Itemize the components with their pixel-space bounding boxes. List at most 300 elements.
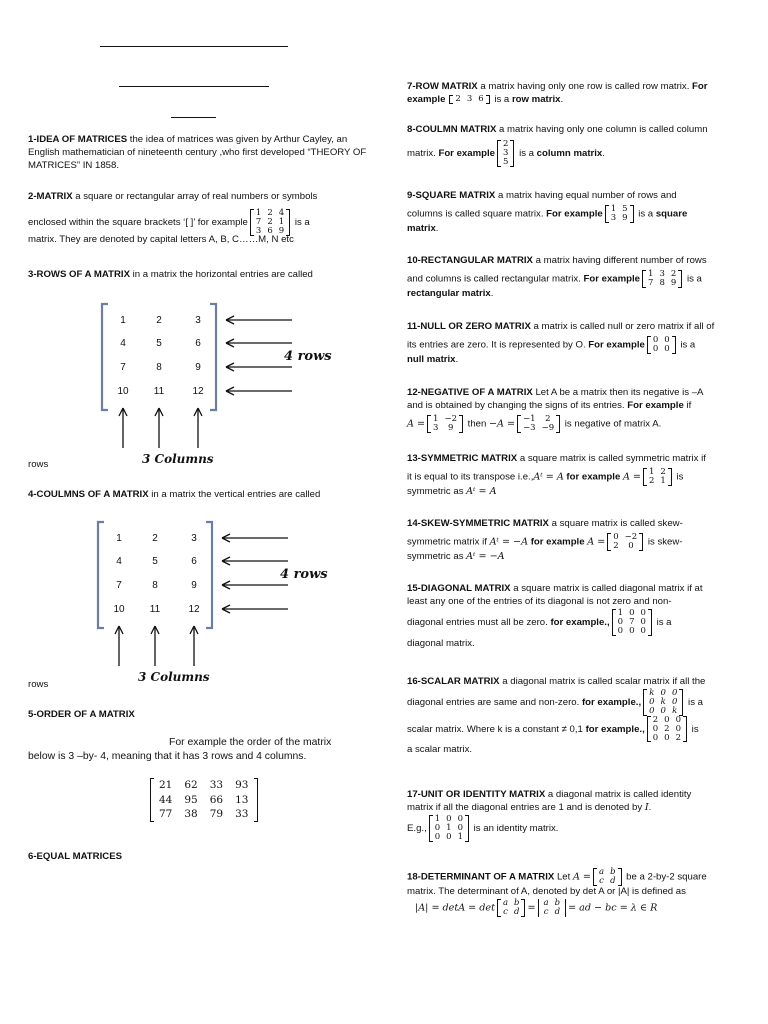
matrix-cell: 6 [191, 556, 197, 567]
order-example-matrix [148, 778, 260, 822]
section-text: enclosed within the square brackets ‘[ ]’ for example [28, 216, 248, 228]
matrix-entry: 2 [613, 540, 619, 551]
matrix-cell: 4 [120, 338, 126, 349]
matrix-entry: a [543, 897, 549, 908]
matrix-row [608, 214, 631, 223]
matrix-cell: 7 [120, 362, 126, 373]
section-text: is a [684, 273, 702, 285]
matrix-entry: 9 [278, 225, 285, 236]
matrix-entry: 9 [622, 212, 628, 223]
matrix-entry: 95 [184, 793, 198, 806]
section-negative-matrix [407, 387, 742, 433]
section-text: . [435, 222, 439, 234]
section-text: . [455, 353, 459, 365]
section-matrix [28, 191, 368, 247]
section-heading: 9-SQUARE MATRIX [407, 190, 496, 201]
matrix-entry: 2 [545, 413, 551, 424]
section-text: is [689, 723, 699, 735]
matrix-entry: 2 [267, 207, 273, 218]
example-matrix [643, 689, 683, 716]
section-text: Let [554, 871, 573, 883]
section-column-matrix [407, 124, 742, 167]
section-text: rectangular matrix [407, 287, 491, 299]
matrix-entry: 2 [652, 714, 659, 725]
matrix-entry: 0 [649, 705, 655, 716]
section-text: symmetric as [407, 550, 467, 562]
section-text: . [560, 93, 564, 105]
section-text: is a [516, 147, 537, 159]
section-text: . [490, 287, 494, 299]
matrix-row [452, 95, 486, 104]
matrix-entry: 0 [664, 334, 670, 345]
matrix-cell: 5 [156, 338, 162, 349]
matrix-cell: 3 [191, 533, 197, 544]
section-idea-of-matrices [28, 134, 368, 173]
matrix-row [153, 778, 255, 793]
matrix-entry: 3 [502, 147, 509, 158]
section-text: for example., [585, 723, 645, 735]
matrix-entry: 7 [629, 616, 635, 627]
matrix-entry: c [543, 906, 549, 917]
section-text: matrix. They are denoted by capital letters A, B, C……M, N etc [28, 233, 294, 245]
matrix-row [596, 877, 619, 886]
matrix-entry: 2 [670, 268, 677, 279]
matrix-entry: −3 [523, 422, 536, 433]
matrix-entry: 0 [664, 732, 670, 743]
section-text: symmetric as [407, 485, 467, 497]
section-text: it is equal to its transpose i.e., [407, 471, 534, 483]
matrix-entry: 0 [640, 607, 646, 618]
section-null-matrix [407, 321, 742, 367]
example-matrix [250, 209, 290, 236]
matrix-entry: 1 [433, 413, 439, 424]
section-square-matrix [407, 190, 742, 236]
section-text: diagonal matrix. [407, 637, 475, 649]
section-heading: 17-UNIT OR IDENTITY MATRIX [407, 789, 546, 800]
matrix-cell: 4 [116, 556, 122, 567]
section-text: symmetric matrix if [407, 536, 490, 548]
section-heading: 6-EQUAL MATRICES [28, 851, 122, 862]
section-text: square [655, 208, 688, 220]
matrix-cell: 10 [117, 386, 129, 397]
section-rectangular-matrix [407, 255, 742, 301]
math-expression: I [644, 801, 649, 813]
section-text: a diagonal matrix is called scalar matrix if all the [499, 676, 706, 687]
matrix-entry: a [598, 867, 605, 877]
example-matrix [150, 778, 258, 822]
matrix-entry: 79 [209, 808, 224, 821]
section-text: For example [407, 81, 708, 105]
matrix-entry: 3 [610, 212, 617, 223]
section-text: for example [528, 536, 588, 548]
matrix-cell: 6 [195, 338, 201, 349]
section-text: is an identity matrix. [471, 822, 559, 834]
matrix-entry: 0 [617, 616, 624, 627]
section-text: scalar matrix. Where k is a constant ≠ 0,1 [407, 723, 586, 735]
math-expression: A = [407, 418, 426, 430]
matrix-row [645, 279, 679, 288]
section-heading: 12-NEGATIVE OF A MATRIX [407, 387, 533, 398]
section-text: is a [685, 696, 703, 708]
matrix-entry: 0 [671, 687, 678, 698]
matrix-entry: 1 [457, 831, 463, 842]
example-matrix [449, 95, 489, 104]
matrix-entry: b [610, 867, 616, 877]
matrix-entry: 1 [648, 466, 655, 477]
section-rows [28, 269, 368, 282]
order-text-line: For example the order of the matrix [169, 737, 332, 748]
matrix-entry: 3 [433, 422, 439, 433]
section-text: diagonal entries must all be zero. [407, 616, 551, 628]
section-text: in a matrix the horizontal entries are called [129, 269, 313, 280]
section-text: columns is called square matrix. [407, 208, 547, 220]
matrix-entry: 33 [235, 808, 249, 821]
matrix-entry: 0 [664, 714, 670, 725]
matrix-entry: 0 [457, 822, 463, 833]
math-expression: Aᵗ = −A [489, 536, 529, 548]
section-text: the idea of matrices was given by Arthur Cayley, an English mathematician of nineteenth century ,who first developed “THEORY OF MATRICES” IN 1858. [28, 134, 367, 171]
section-text: then [464, 418, 489, 430]
math-expression: = [527, 902, 536, 914]
matrix-cell: 11 [153, 386, 165, 397]
matrix-entry: 1 [434, 813, 441, 824]
matrix-cell: 10 [113, 604, 125, 615]
section-text: For example [546, 208, 603, 220]
matrix-entry: k [649, 687, 655, 698]
section-text: For example [588, 339, 645, 351]
math-expression: A = [572, 871, 591, 883]
section-text: and is obtained by changing the signs of its entries. [407, 399, 628, 411]
matrix-entry: 6 [267, 225, 273, 236]
math-expression: Aᵗ = A [466, 485, 497, 497]
matrix-entry: 2 [455, 93, 461, 104]
matrix-cell: 3 [195, 315, 201, 326]
section-text: and columns is called rectangular matrix. [407, 273, 584, 285]
section-text: least any one of the entries of its diagonal is not zero and non- [407, 595, 672, 607]
section-text: a square matrix is called symmetric matrix if [517, 453, 706, 464]
matrix-entry: 1 [255, 207, 262, 218]
matrix-entry: b [514, 897, 520, 908]
section-text: E.g., [407, 822, 427, 834]
matrix-row [541, 908, 564, 917]
matrix-left-bracket [102, 304, 108, 410]
matrix-entry: 0 [652, 723, 659, 734]
matrix-entry: d [610, 875, 616, 886]
matrix-cell: 1 [120, 315, 126, 326]
matrix-row [646, 477, 669, 486]
matrix-entry: 9 [448, 422, 454, 433]
section-row-matrix [407, 81, 742, 107]
matrix-entry: 3 [659, 268, 665, 279]
matrix-entry: 0 [457, 813, 463, 824]
section-identity-matrix [407, 789, 742, 842]
matrix-entry: 2 [675, 732, 682, 743]
matrix-entry: 2 [502, 138, 509, 149]
example-matrix [612, 609, 652, 636]
matrix-entry: 4 [278, 207, 285, 218]
matrix-entry: 1 [446, 822, 452, 833]
section-text: a scalar matrix. [407, 744, 473, 756]
section-text: for example., [581, 696, 642, 708]
matrix-entry: −2 [444, 413, 457, 424]
section-determinant [407, 868, 742, 917]
section-text: . [602, 147, 605, 159]
title-underline-3 [171, 117, 216, 118]
matrix-entry: 0 [446, 813, 452, 824]
matrix-entry: 5 [622, 203, 628, 214]
matrix-entry: 38 [184, 808, 198, 821]
matrix-entry: 1 [648, 268, 654, 279]
rows-label: 4 rows [280, 567, 328, 582]
matrix-entry: 5 [502, 156, 509, 167]
math-expression: = ad − bc = λ ∈ R [568, 902, 658, 914]
section-diagonal-matrix [407, 583, 742, 651]
section-heading: 3-ROWS OF A MATRIX [28, 269, 130, 280]
matrix-row [430, 424, 460, 433]
section-text: null matrix [407, 353, 456, 365]
matrix-cell: 7 [116, 580, 122, 591]
matrix-entry: 44 [159, 793, 173, 806]
matrix-entry: 77 [159, 808, 173, 821]
section-text: Let A be a matrix then its negative is –A [532, 387, 704, 398]
section-text: For example [438, 147, 495, 159]
matrix-entry: 21 [159, 779, 173, 791]
matrix-entry: 7 [255, 216, 262, 227]
section-heading: 18-DETERMINANT OF A MATRIX [407, 871, 555, 883]
section-heading: 10-RECTANGULAR MATRIX [407, 255, 533, 266]
section-text: is a [635, 208, 656, 220]
matrix-entry: 0 [652, 732, 659, 743]
section-text: a matrix is called null or zero matrix if all of [530, 321, 715, 332]
matrix-cell: 2 [152, 533, 158, 544]
rows-trailing: rows [28, 459, 49, 470]
matrix-entry: 0 [617, 625, 624, 636]
section-text: a square or rectangular array of real numbers or symbols [72, 191, 318, 202]
matrix-cell: 9 [191, 580, 197, 591]
matrix-entry: 2 [660, 466, 666, 477]
matrix-row [153, 793, 255, 808]
matrix-entry: 3 [255, 225, 262, 236]
math-expression: |A| = detA = det [415, 902, 495, 914]
section-text: For example [583, 273, 641, 285]
section-text: a matrix having different number of rows [532, 255, 707, 266]
matrix-row [153, 807, 255, 822]
section-text: a square matrix is called diagonal matrix if at [510, 583, 703, 594]
matrix-row [500, 158, 511, 167]
section-heading: 13-SYMMETRIC MATRIX [407, 453, 518, 464]
matrix-entry: −1 [523, 413, 536, 424]
matrix-entry: k [660, 696, 666, 707]
matrix-entry: 3 [466, 93, 473, 104]
matrix-entry: 93 [235, 779, 249, 791]
matrix-cell: 2 [156, 315, 162, 326]
section-heading: 4-COULMNS OF A MATRIX [28, 489, 149, 500]
example-matrix [593, 868, 622, 886]
math-expression: −A = [489, 418, 516, 430]
matrix-entry: 0 [652, 343, 659, 354]
section-text: . [648, 801, 652, 813]
matrix-entry: 0 [434, 822, 441, 833]
section-text: is a [292, 216, 310, 228]
matrix-cell: 9 [195, 362, 201, 373]
columns-trailing: rows [28, 679, 49, 690]
matrix-entry: 0 [660, 687, 666, 698]
matrix-entry: 2 [664, 723, 670, 734]
matrix-cell: 12 [192, 386, 204, 397]
matrix-entry: 0 [652, 334, 659, 345]
matrix-entry: 0 [660, 705, 666, 716]
rows-columns-figure [68, 296, 338, 472]
matrix-row [520, 424, 557, 433]
matrix-cell: 1 [116, 533, 122, 544]
matrix-entry: 0 [671, 696, 678, 707]
matrix-right-bracket [206, 522, 212, 628]
section-text: a matrix having only one row is called row matrix. [477, 81, 693, 92]
section-heading: 2-MATRIX [28, 191, 73, 202]
matrix-left-bracket [98, 522, 104, 628]
example-matrix [429, 815, 469, 842]
section-text: is [673, 471, 684, 483]
example-matrix [607, 533, 643, 551]
matrix-entry: 0 [640, 625, 646, 636]
section-heading: 5-ORDER OF A MATRIX [28, 709, 135, 720]
matrix-entry: 0 [664, 343, 670, 354]
matrix-entry: 0 [640, 616, 646, 627]
determinant-bars [538, 899, 567, 917]
math-expression: Aᵗ = −A [466, 550, 505, 562]
matrix-cell: 8 [156, 362, 162, 373]
section-heading: 8-COULMN MATRIX [407, 124, 497, 135]
section-text: column matrix [536, 147, 603, 159]
section-text: a matrix having only one column is called column [496, 124, 708, 135]
matrix-cell: 11 [149, 604, 161, 615]
rows-columns-figure [64, 514, 334, 690]
matrix-entry: 33 [209, 779, 224, 791]
example-matrix [427, 415, 463, 433]
columns-label: 3 Columns [138, 670, 210, 684]
section-text: matrix. [407, 147, 439, 159]
matrix-cell: 5 [152, 556, 158, 567]
rows-columns-diagram-1 [68, 296, 338, 472]
matrix-row [650, 345, 673, 354]
section-heading: 14-SKEW-SYMMETRIC MATRIX [407, 518, 549, 529]
section-heading: 1-IDEA OF MATRICES [28, 134, 128, 145]
math-expression: A = [622, 471, 641, 483]
rows-label: 4 rows [284, 349, 332, 364]
matrix-row [610, 542, 640, 551]
order-text-line: below is 3 –by- 4, meaning that it has 3 rows and 4 columns. [28, 751, 307, 763]
example-matrix [605, 205, 634, 223]
matrix-entry: 62 [184, 779, 198, 791]
example-matrix [643, 468, 672, 486]
section-heading: 16-SCALAR MATRIX [407, 676, 500, 687]
section-text: diagonal entries are same and non-zero. [407, 696, 582, 708]
matrix-entry: d [514, 906, 520, 917]
section-text: matrix. The determinant of A, denoted by det A or |A| is defined as [407, 885, 686, 897]
matrix-entry: a [502, 897, 509, 908]
section-text: its entries are zero. It is represented by O. [407, 339, 589, 351]
matrix-entry: 1 [278, 216, 285, 227]
matrix-row [432, 833, 466, 842]
section-text: be a 2-by-2 square [623, 871, 707, 883]
order-text [28, 736, 368, 764]
example-matrix [647, 336, 676, 354]
matrix-entry: d [554, 906, 561, 917]
matrix-entry: 0 [613, 531, 619, 542]
matrix-row [500, 908, 523, 917]
matrix-entry: 0 [434, 831, 441, 842]
matrix-row [650, 734, 684, 743]
section-text: if [683, 399, 692, 411]
section-text: for example., [550, 616, 610, 628]
matrix-cell: 8 [152, 580, 158, 591]
title-underline-1 [100, 46, 288, 47]
section-heading: 15-DIAGONAL MATRIX [407, 583, 511, 594]
matrix-row [615, 627, 649, 636]
matrix-entry: 1 [610, 203, 617, 214]
matrix-entry: 8 [659, 277, 665, 288]
matrix-entry: 0 [446, 831, 452, 842]
columns-label: 3 Columns [142, 452, 214, 466]
matrix-right-bracket [210, 304, 216, 410]
section-text: a square matrix is called skew- [548, 518, 683, 529]
section-text: matrix [407, 222, 436, 234]
matrix-entry: 0 [628, 540, 634, 551]
matrix-entry: 7 [648, 277, 654, 288]
section-text: matrix if all the diagonal entries are 1 and is denoted by [407, 801, 645, 813]
matrix-entry: 0 [649, 696, 655, 707]
matrix-entry: 0 [675, 714, 682, 725]
matrix-entry: k [672, 705, 678, 716]
matrix-cell: 12 [188, 604, 200, 615]
section-text: a matrix having equal number of rows and [495, 190, 677, 201]
section-text: is skew- [645, 536, 683, 548]
section-text: is a [677, 339, 696, 351]
rows-columns-diagram-2 [64, 514, 334, 690]
matrix-entry: 13 [235, 793, 249, 806]
section-heading: 7-ROW MATRIX [407, 81, 478, 92]
matrix-entry: 66 [209, 793, 224, 806]
section-text: For example [627, 399, 684, 411]
matrix-entry: 0 [675, 723, 682, 734]
section-skew-symmetric-matrix [407, 518, 742, 564]
section-text: a diagonal matrix is called identity [545, 789, 692, 800]
matrix-entry: 9 [670, 277, 677, 288]
example-matrix [497, 899, 526, 917]
section-scalar-matrix [407, 676, 742, 757]
matrix-entry: c [599, 875, 604, 886]
section-text: for example [563, 471, 623, 483]
example-matrix [517, 415, 560, 433]
matrix-entry: 1 [660, 475, 666, 486]
matrix-entry: 2 [648, 475, 655, 486]
section-text: row matrix [511, 93, 561, 105]
section-columns [28, 489, 368, 502]
section-text: in a matrix the vertical entries are called [148, 489, 321, 500]
math-expression: A = [587, 536, 606, 548]
matrix-entry: 1 [617, 607, 624, 618]
matrix-entry: −9 [541, 422, 555, 433]
example-matrix [497, 140, 514, 167]
section-symmetric-matrix [407, 453, 742, 499]
matrix-entry: 0 [629, 625, 635, 636]
matrix-entry: −2 [624, 531, 638, 542]
matrix-entry: c [503, 906, 508, 917]
matrix-entry: 0 [629, 607, 635, 618]
matrix-entry: 2 [267, 216, 273, 227]
example-matrix [642, 270, 682, 288]
section-heading: 11-NULL OR ZERO MATRIX [407, 321, 531, 332]
